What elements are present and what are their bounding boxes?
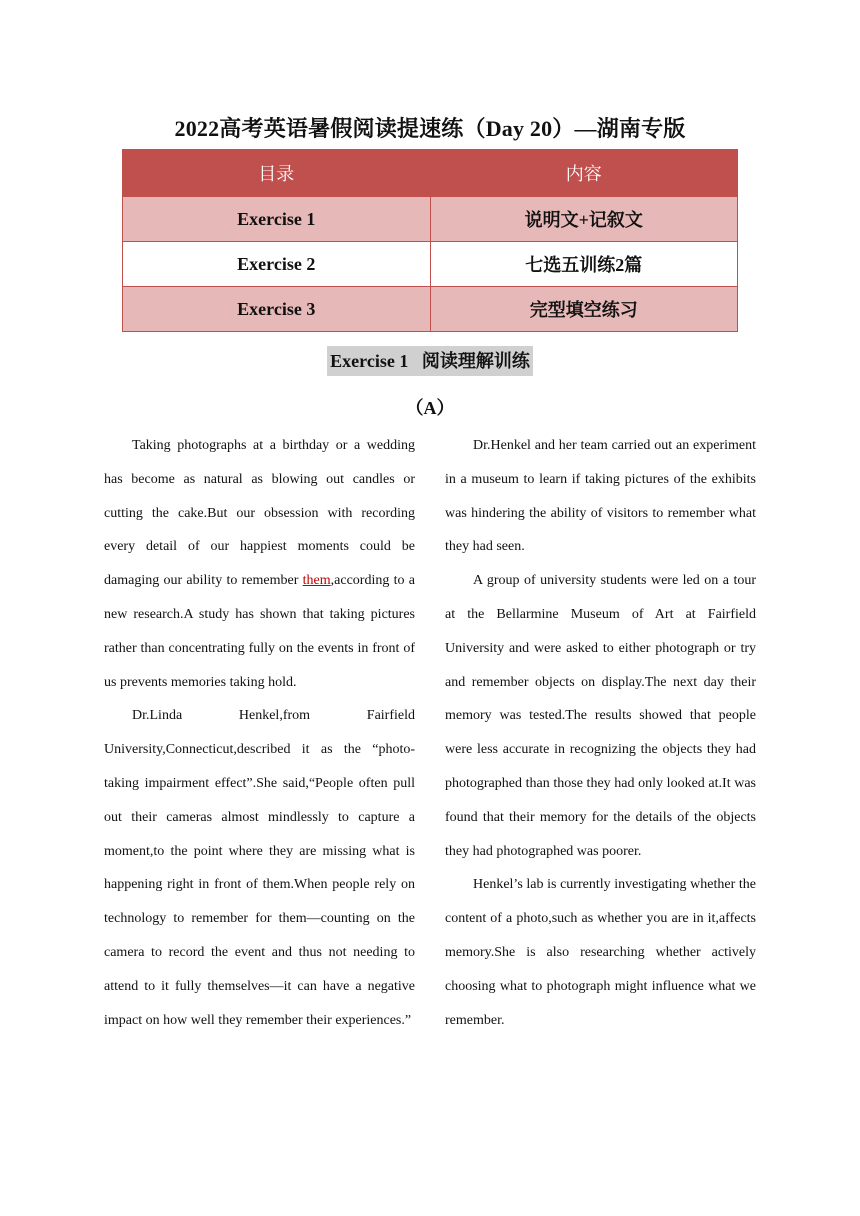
- table-row: [123, 287, 738, 332]
- paragraph: A group of university students were led on a tour at the Bellarmine Museum of Art at Fairfield University and were asked to either photograph or try and remember objects on display.The next day their memory was tested.The results showed that people were less accurate in recognizing the objects they had photographed than those they had only looked at.It was found that their memory for the details of the objects they had photographed was poorer.: [445, 573, 756, 859]
- paragraph: Henkel’s lab is currently investigating whether the content of a photo,such as whether you are in it,affects memory.She is also researching whether actively choosing what to photograph might influence what we remember.: [445, 877, 756, 1028]
- section-heading-wrapper: [0, 346, 860, 376]
- contents-table: [122, 149, 738, 332]
- exercise-name: Exercise 2: [123, 242, 431, 287]
- highlighted-word: them: [302, 573, 331, 589]
- paragraph-text: ,according to a new research.A study has shown that taking pictures rather than concentrating fully on the events in front of us prevents memories taking hold.: [104, 573, 416, 690]
- document-title: 2022高考英语暑假阅读提速练（Day 20）—湖南专版: [174, 116, 686, 141]
- left-column: [104, 429, 415, 1037]
- table-header-directory: 目录: [123, 150, 431, 197]
- right-column: [445, 429, 756, 1037]
- paragraph-text: Taking photographs at a birthday or a wedding has become as natural as blowing out candles or cutting the cake.But our obsession with recording every detail of our happiest moments could be damaging our ability to remember: [104, 438, 415, 589]
- part-label: （A）: [405, 398, 455, 418]
- exercise-content: 说明文+记叙文: [430, 197, 738, 242]
- exercise-content: 七选五训练2篇: [430, 242, 738, 287]
- table-header-row: [123, 150, 738, 197]
- paragraph: Dr.Henkel and her team carried out an experiment in a museum to learn if taking pictures of the exhibits was hindering the ability of visitors to remember what they had seen.: [445, 438, 756, 555]
- exercise-name: Exercise 1: [123, 197, 431, 242]
- paragraph: Dr.Linda Henkel,from Fairfield University,Connecticut,described it as the “photo-taking impairment effect”.She said,“People often pull out their cameras almost mindlessly to capture a moment,to the point where they are missing what is happening right in front of them.When people rely on technology to remember for them—counting on the camera to record the event and thus not needing to attend to it fully themselves—it can have a negative impact on how well they remember their experiences.”: [104, 708, 415, 1028]
- table-row: [123, 242, 738, 287]
- table-row: [123, 197, 738, 242]
- section-heading: Exercise 1 阅读理解训练: [327, 346, 533, 376]
- exercise-name: Exercise 3: [123, 287, 431, 332]
- exercise-content: 完型填空练习: [430, 287, 738, 332]
- paragraph: [104, 429, 415, 699]
- table-header-content: 内容: [430, 150, 738, 197]
